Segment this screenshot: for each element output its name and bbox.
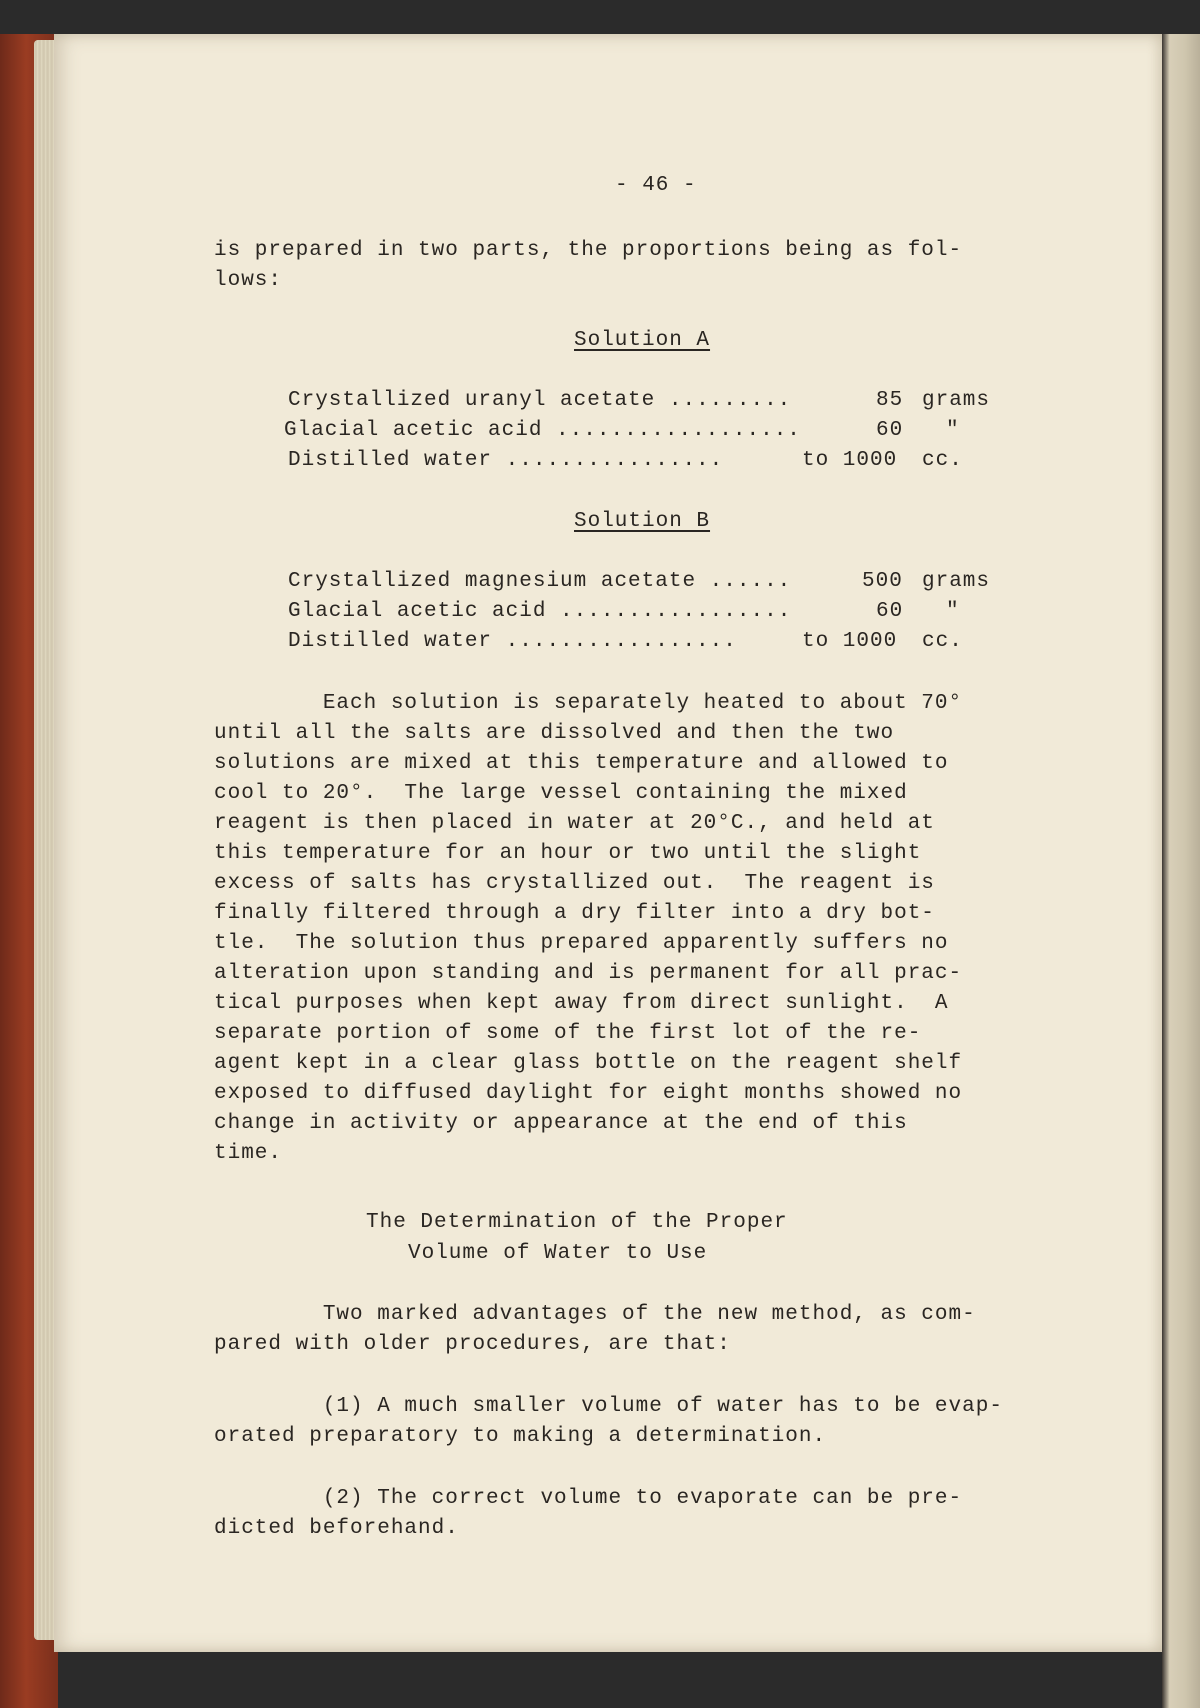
procedure-line: cool to 20°. The large vessel containing the mixed: [214, 782, 908, 805]
advantages-intro-line-2: pared with older procedures, are that:: [214, 1333, 731, 1356]
solution-b-row-3: [288, 627, 737, 657]
solution-a-heading: Solution A: [574, 329, 711, 352]
solution-a-row-1-amount: 85: [876, 389, 904, 412]
procedure-line: exposed to diffused daylight for eight months showed no: [214, 1082, 963, 1105]
solution-a-row-1: [288, 386, 791, 416]
procedure-line: until all the salts are dissolved and then the two: [214, 722, 895, 745]
row-leader: .........: [655, 389, 792, 412]
procedure-line: agent kept in a clear glass bottle on the reagent shelf: [214, 1052, 963, 1075]
procedure-line: alteration upon standing and is permanent for all prac-: [214, 962, 963, 985]
solution-a-row-2: [284, 416, 801, 446]
advantage-1-line-2: orated preparatory to making a determination.: [214, 1425, 827, 1448]
procedure-line: solutions are mixed at this temperature and allowed to: [214, 752, 949, 775]
solution-a-row-2-amount: 60: [876, 419, 904, 442]
procedure-line: separate portion of some of the first lot of the re-: [214, 1022, 922, 1045]
solution-b-heading: Solution B: [574, 510, 711, 533]
solution-a-row-3-unit: cc.: [922, 449, 963, 472]
row-item: Distilled water: [288, 630, 493, 653]
solution-b-row-1-amount: 500: [862, 570, 903, 593]
solution-a-row-3-amount: to 1000: [802, 449, 898, 472]
procedure-line: time.: [214, 1142, 283, 1165]
row-leader: .................: [546, 600, 792, 623]
advantage-2-line-1: (2) The correct volume to evaporate can be pre-: [214, 1487, 963, 1510]
advantages-intro-line-1: Two marked advantages of the new method, as com-: [214, 1303, 976, 1326]
solution-b-row-1: [288, 567, 791, 597]
procedure-line: excess of salts has crystallized out. The reagent is: [214, 872, 935, 895]
procedure-line: tle. The solution thus prepared apparently suffers no: [214, 932, 949, 955]
row-leader: .................: [492, 630, 737, 653]
solution-a-row-1-unit: grams: [922, 389, 991, 412]
solution-b-row-3-amount: to 1000: [802, 630, 898, 653]
section-heading-line-2: Volume of Water to Use: [408, 1242, 708, 1265]
row-item: Distilled water: [288, 449, 493, 472]
page-number: - 46 -: [615, 174, 697, 197]
solution-a-row-3: [288, 446, 723, 476]
page-gutter-right: [1162, 34, 1200, 1708]
advantage-2-line-2: dicted beforehand.: [214, 1517, 459, 1540]
solution-b-row-1-unit: grams: [922, 570, 991, 593]
section-heading-line-1: The Determination of the Proper: [366, 1211, 788, 1234]
solution-b-row-2-amount: 60: [876, 600, 904, 623]
row-item: Glacial acetic acid: [288, 600, 547, 623]
row-item: Glacial acetic acid: [284, 419, 543, 442]
solution-b-row-3-unit: cc.: [922, 630, 963, 653]
row-item: Crystallized magnesium acetate: [288, 570, 697, 593]
procedure-line: change in activity or appearance at the end of this: [214, 1112, 908, 1135]
intro-line-2: lows:: [214, 269, 283, 292]
procedure-line: Each solution is separately heated to about 70°: [214, 692, 963, 715]
row-item: Crystallized uranyl acetate: [288, 389, 656, 412]
row-leader: ......: [696, 570, 792, 593]
procedure-line: finally filtered through a dry filter into a dry bot-: [214, 902, 935, 925]
row-leader: ..................: [542, 419, 801, 442]
advantage-1-line-1: (1) A much smaller volume of water has to be evap-: [214, 1395, 1003, 1418]
intro-line-1: is prepared in two parts, the proportions being as fol-: [214, 239, 963, 262]
procedure-line: tical purposes when kept away from direct sunlight. A: [214, 992, 949, 1015]
procedure-line: reagent is then placed in water at 20°C., and held at: [214, 812, 935, 835]
procedure-line: this temperature for an hour or two until the slight: [214, 842, 922, 865]
solution-b-row-2: [288, 597, 791, 627]
row-leader: ................: [492, 449, 724, 472]
solution-a-row-2-unit: ": [946, 419, 960, 442]
solution-b-row-2-unit: ": [946, 600, 960, 623]
